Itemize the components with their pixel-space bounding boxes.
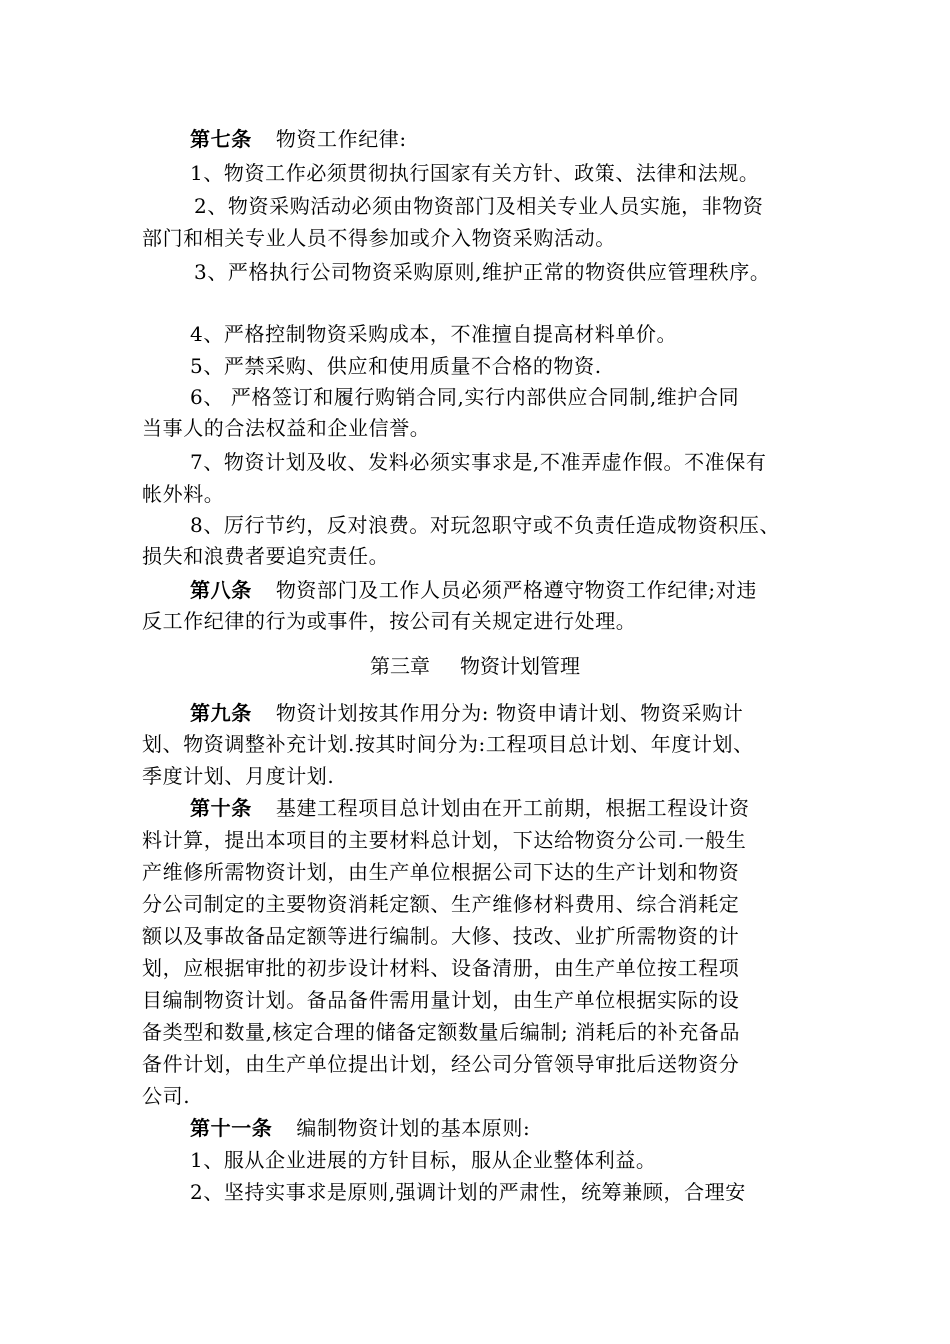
article-10-line: 备件计划，由生产单位提出计划，经公司分管领导审批后送物资分 [142,1052,740,1076]
article-10-line: 产维修所需物资计划，由生产单位根据公司下达的生产计划和物资 [142,860,740,884]
article-7-item: 部门和相关专业人员不得参加或介入物资采购活动。 [142,226,616,250]
chapter-number: 第三章 [370,654,430,678]
chapter-title: 物资计划管理 [460,654,580,678]
article-11-item: 1、服从企业进展的方针目标，服从企业整体利益。 [190,1148,657,1172]
article-10-line: 分公司制定的主要物资消耗定额、生产维修材料费用、综合消耗定 [142,892,740,916]
article-11-title: 编制物资计划的基本原则: [296,1116,531,1140]
article-7-label: 第七条 [190,127,252,151]
article-10-line: 公司. [142,1084,191,1108]
chapter-heading [0,650,950,682]
article-7-item: 6、 严格签订和履行购销合同,实行内部供应合同制,维护合同 [190,385,740,409]
article-7-item: 当事人的合法权益和企业信誉。 [142,416,431,440]
article-9-line: 第九条 物资计划按其作用分为: 物资申请计划、物资采购计 [190,701,744,725]
article-7-heading [190,123,870,155]
article-10-label: 第十条 [190,796,252,820]
article-7-item: 5、严禁采购、供应和使用质量不合格的物资. [190,354,602,378]
article-7-item: 损失和浪费者要追究责任。 [142,544,390,568]
article-8-line: 第八条 物资部门及工作人员必须严格遵守物资工作纪律;对违 [190,578,757,602]
article-10-line: 划，应根据审批的初步设计材料、设备清册，由生产单位按工程项 [142,956,740,980]
article-7-item: 帐外料。 [142,482,225,506]
article-9-label: 第九条 [190,701,252,725]
article-7-item: 8、厉行节约，反对浪费。对玩忽职守或不负责任造成物资积压、 [190,513,781,537]
article-7-title: 物资工作纪律: [275,127,407,151]
article-7-item: 1、物资工作必须贯彻执行国家有关方针、政策、法律和法规。 [190,161,760,185]
article-9-line: 划、物资调整补充计划.按其时间分为:工程项目总计划、年度计划、 [142,732,754,756]
article-10-line: 备类型和数量,核定合理的储备定额数量后编制; 消耗后的补充备品 [142,1020,741,1044]
article-11-item: 2、坚持实事求是原则,强调计划的严肃性，统筹兼顾，合理安 [190,1180,746,1204]
article-11-heading [190,1112,870,1144]
article-10-line: 第十条 基建工程项目总计划由在开工前期，根据工程设计资 [190,796,750,820]
article-7-item: 3、严格执行公司物资采购原则,维护正常的物资供应管理秩序。 [194,260,771,284]
article-7-item: 4、严格控制物资采购成本，不准擅自提高材料单价。 [190,322,678,346]
article-10-line: 额以及事故备品定额等进行编制。大修、技改、业扩所需物资的计 [142,924,740,948]
article-7-item: 2、物资采购活动必须由物资部门及相关专业人员实施，非物资 [194,194,764,218]
article-8-line: 反工作纪律的行为或事件，按公司有关规定进行处理。 [142,609,637,633]
article-7-item: 7、物资计划及收、发料必须实事求是,不准弄虚作假。不准保有 [190,450,767,474]
article-10-line: 目编制物资计划。备品备件需用量计划，由生产单位根据实际的设 [142,988,740,1012]
article-9-line: 季度计划、月度计划. [142,764,335,788]
article-10-line: 料计算，提出本项目的主要材料总计划，下达给物资分公司.一般生 [142,828,747,852]
article-8-label: 第八条 [190,578,252,602]
article-11-label: 第十一条 [190,1116,273,1140]
